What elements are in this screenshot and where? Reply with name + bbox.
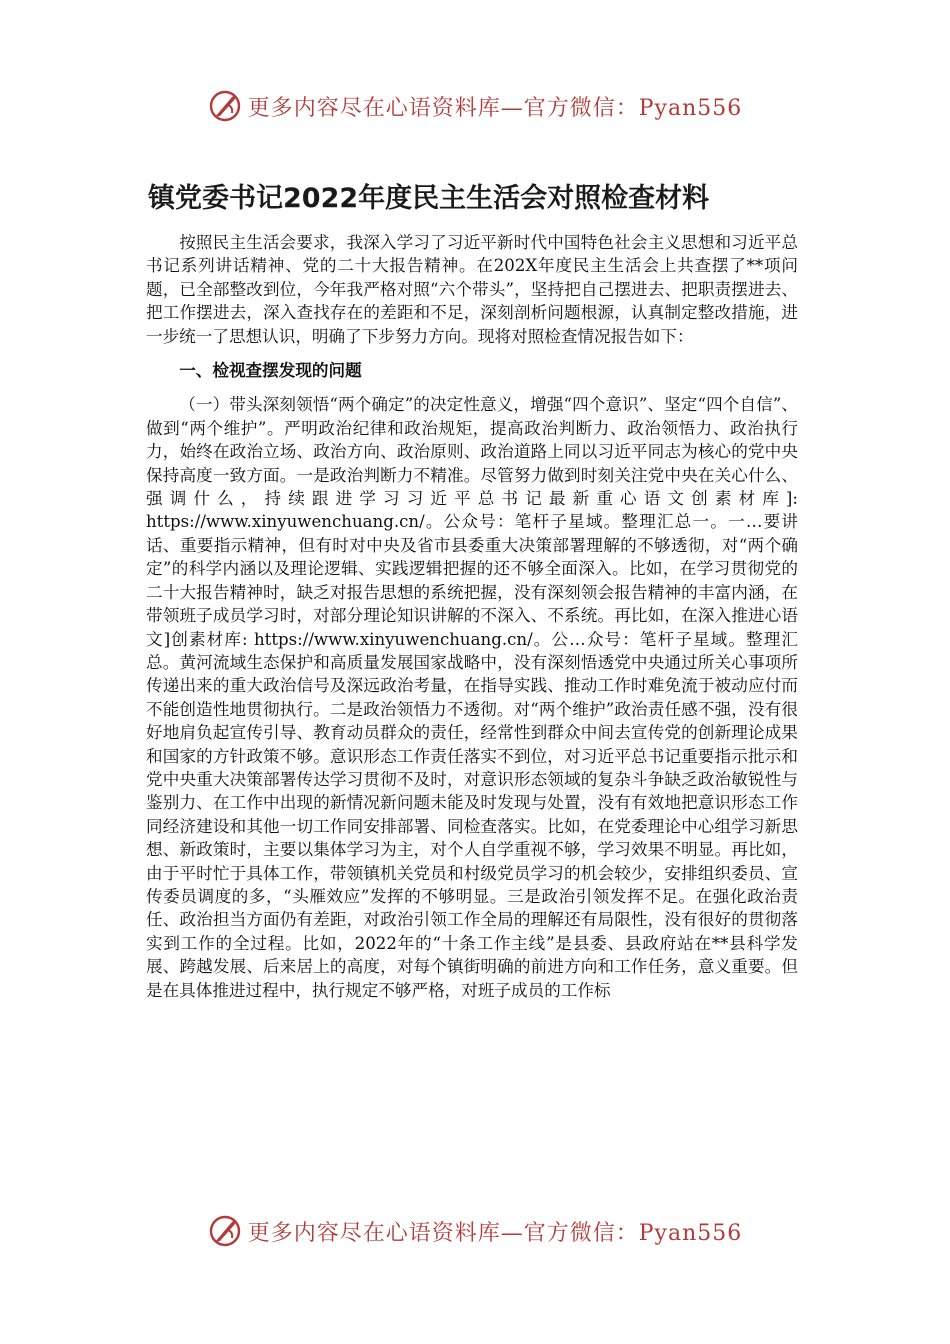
intro-paragraph: 按照民主生活会要求，我深入学习了习近平新时代中国特色社会主义思想和习近平总书记系列讲话精神、党的二十大报告精神。在202X年度民主生活会上共查摆了**项问题，已全部整改到位，今年我严格对照“六个带头”，坚持把自己摆进去、把职责摆进去、把工作摆进去，深入查找存在的差距和不足，深刻剖析问题根源，认真制定整改措施，进一步统一了思想认识，明确了下步努力方向。现将对照检查情况报告如下： [146, 233, 798, 346]
footer-banner-text: 更多内容尽在心语资料库—官方微信：Pyan556 [247, 1220, 743, 1246]
header-banner-text: 更多内容尽在心语资料库—官方微信：Pyan556 [247, 95, 743, 121]
document-title: 镇党委书记2022年度民主生活会对照检查材料 [148, 183, 710, 214]
quill-logo-icon [208, 1214, 242, 1248]
document-body [146, 231, 798, 1002]
footer-banner[interactable] [0, 1211, 950, 1251]
section-heading: 一、检视查摆发现的问题 [179, 361, 362, 381]
header-banner[interactable] [0, 86, 950, 126]
quill-logo-icon [208, 89, 242, 123]
section-paragraph: （一）带头深刻领悟“两个确定”的决定性意义，增强“四个意识”、坚定“四个自信”、做到“两个维护”。严明政治纪律和政治规矩，提高政治判断力、政治领悟力、政治执行力，始终在政治立场、政治方向、政治原则、政治道路上同以习近平同志为核心的党中央保持高度一致方面。一是政治判断力不精准。尽管努力做到时刻关注党中央在关心什么、强调什么，持续跟进学习习近平总书记最新重心语文创素材库]: https://www.xinyuwenchuang.cn/。公众号：笔杆子星域。整理汇总一。一…要讲话、重要指示精神，但有时对中央及省市县委重大决策部署理解的不够透彻，对“两个确定”的科学内涵以及理论逻辑、实践逻辑把握的还不够全面深入。比如，在学习贯彻党的二十大报告精神时，缺乏对报告思想的系统把握，没有深刻领会报告精神的丰富内涵，在带领班子成员学习时，对部分理论知识讲解的不深入、不系统。再比如，在深入推进心语文]创素材库: https://www.xinyuwenchuang.cn/。公…众号：笔杆子星域。整理汇总。黄河流域生态保护和高质量发展国家战略中，没有深刻悟透党中央通过所关心事项所传递出来的重大政治信号及深远政治考量，在指导实践、推动工作时难免流于被动应付而不能创造性地贯彻执行。二是政治领悟力不透彻。对“两个维护”政治责任感不强，没有很好地肩负起宣传引导、教育动员群众的责任，经常性到群众中间去宣传党的创新理论成果和国家的方针政策不够。意识形态工作责任落实不到位，对习近平总书记重要指示批示和党中央重大决策部署传达学习贯彻不及时，对意识形态领域的复杂斗争缺乏政治敏锐性与鉴别力、在工作中出现的新情况新问题未能及时发现与处置，没有有效地把意识形态工作同经济建设和其他一切工作同安排部署、同检查落实。比如，在党委理论中心组学习新思想、新政策时，主要以集体学习为主，对个人自学重视不够，学习效果不明显。再比如，由于平时忙于具体工作，带领镇机关党员和村级党员学习的机会较少，安排组织委员、宣传委员调度的多，“头雁效应”发挥的不够明显。三是政治引领发挥不足。在强化政治责任、政治担当方面仍有差距，对政治引领工作全局的理解还有局限性，没有很好的贯彻落实到工作的全过程。比如，2022年的“十条工作主线”是县委、县政府站在**县科学发展、跨越发展、后来居上的高度，对每个镇街明确的前进方向和工作任务，意义重要。但是在具体推进过程中，执行规定不够严格，对班子成员的工作标 [146, 395, 798, 1000]
